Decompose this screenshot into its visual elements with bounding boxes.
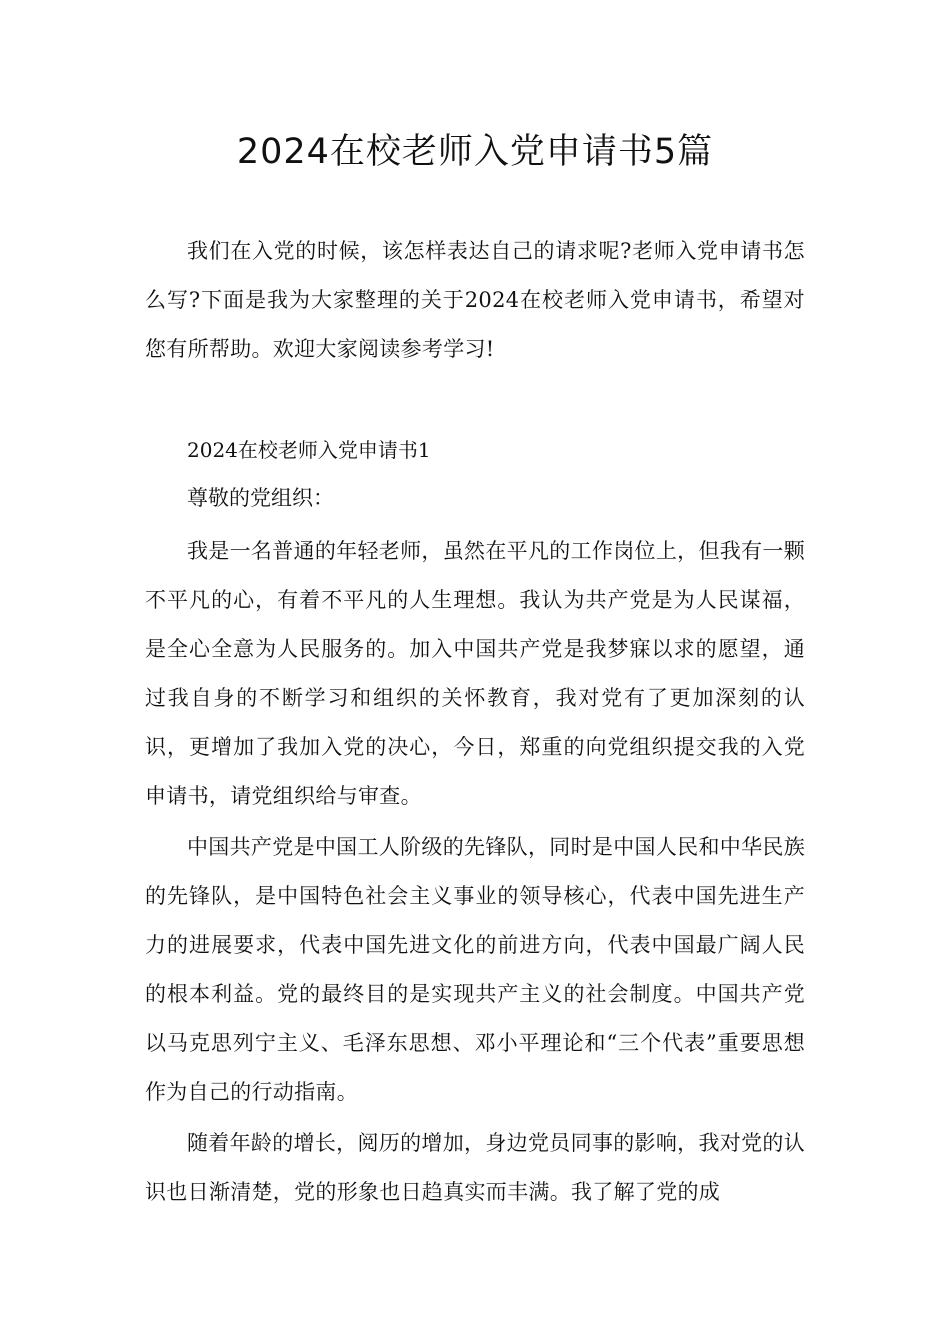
document-title: 2024在校老师入党申请书5篇 xyxy=(236,132,714,172)
body-paragraph-1: 我是一名普通的年轻老师，虽然在平凡的工作岗位上，但我有一颗不平凡的心，有着不平凡的人生理想。我认为共产党是为人民谋福，是全心全意为人民服务的。加入中国共产党是我梦寐以求的愿望，通过我自身的不断学习和组织的关怀教育，我对党有了更加深刻的认识，更增加了我加入党的决心，今日，郑重的向党组织提交我的入党申请书，请党组织给与审查。 xyxy=(145,539,805,808)
body-paragraph-2: 中国共产党是中国工人阶级的先锋队，同时是中国人民和中华民族的先锋队，是中国特色社会主义事业的领导核心，代表中国先进生产力的进展要求，代表中国先进文化的前进方向，代表中国最广阔人民的根本利益。党的最终目的是实现共产主义的社会制度。中国共产党以马克思列宁主义、毛泽东思想、邓小平理论和“三个代表”重要思想作为自己的行动指南。 xyxy=(145,835,805,1104)
salutation: 尊敬的党组织： xyxy=(187,486,334,510)
intro-paragraph: 我们在入党的时候，该怎样表达自己的请求呢?老师入党申请书怎么写?下面是我为大家整理的关于2024在校老师入党申请书，希望对您有所帮助。欢迎大家阅读参考学习! xyxy=(145,239,805,361)
section-heading: 2024在校老师入党申请书1 xyxy=(187,438,431,462)
body-paragraph-3: 随着年龄的增长，阅历的增加，身边党员同事的影响，我对党的认识也日渐清楚，党的形象也日趋真实而丰满。我了解了党的成 xyxy=(145,1131,805,1204)
